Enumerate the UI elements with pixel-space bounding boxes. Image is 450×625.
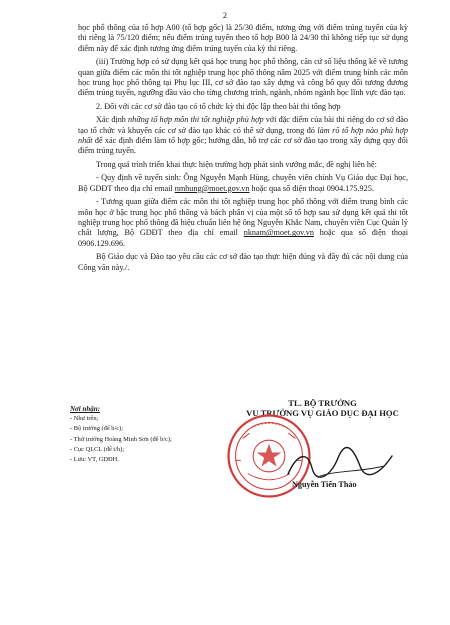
signer-name: Nguyễn Tiến Thảo — [292, 480, 357, 489]
italic-run: làm rõ tổ hợp nào phù hợp nhất — [78, 125, 408, 146]
signature-title-2: VỤ TRƯỞNG VỤ GIÁO DỤC ĐẠI HỌC — [246, 408, 399, 418]
page-number: 2 — [222, 10, 228, 20]
paragraph-continuation: học phổ thông của tổ hợp A00 (tổ hợp gốc) là 25/30 điểm, tương ứng với điểm trúng tuyển của kỳ thi riêng là 75/120 điểm; nếu điểm trúng tuyển theo tổ hợp B00 là 24/30 thì không tiếp tục sử dụng điểm này để xác định tương ứng điểm trúng tuyển của kỳ thi riêng. — [78, 23, 408, 53]
text-run: hoặc qua số điện thoại 0904.175.925. — [249, 183, 374, 193]
text-run: để xác định điểm làm tổ hợp gốc; hướng dẫn, hỗ trợ các cơ sở đào tạo trong xây dựng quy đổi điểm trúng tuyển. — [78, 136, 408, 156]
signature-title-1: TL. BỘ TRƯỞNG — [288, 398, 357, 408]
email-link-nmhung[interactable]: nmhung@moet.gov.vn — [174, 183, 250, 193]
text-run: với đặc điểm của bài thi riêng do cơ sở đào tạo tổ chức và khuyến các cơ sở đào tạo khác có thể sử dụng, trong đó — [78, 115, 408, 135]
recipient-item: - Cục QLCL (để t/h); — [70, 445, 125, 453]
recipients-list — [70, 404, 220, 465]
email-link-nknam[interactable]: nknam@moet.gov.vn — [243, 228, 314, 238]
recipients-heading: Nơi nhận: — [70, 405, 101, 413]
text-run: - Quy định về tuyển sinh: Ông Nguyễn Mạnh Hùng, chuyên viên chính Vụ Giáo dục Đại học, Bộ GDĐT theo địa chỉ email — [78, 173, 408, 193]
section-heading-2: 2. Đối với các cơ sở đào tạo có tổ chức kỳ thi độc lập theo bài thi tổng hợp — [96, 101, 341, 111]
paragraph-closing: Bộ Giáo dục và Đào tạo yêu cầu các cơ sở đào tạo thực hiện đúng và đầy đủ các nội dung của Công văn này./. — [78, 252, 408, 272]
paragraph-xac-dinh — [78, 115, 408, 157]
text-run: - Tương quan giữa điểm các môn thi tốt nghiệp trung học phổ thông với điểm trung bình các môn học ở bậc trung học phổ thông và bách phân vị của một số tổ hợp sau sử dụng kết quả thi tốt nghiệp trung học phổ thông đã hiệu chuẩn liên hệ ông Nguyễn Khắc Nam, chuyên viên Cục Quản lý chất lượng, Bộ GDĐT theo địa chỉ email — [78, 197, 408, 238]
recipient-item: - Như trên; — [70, 415, 99, 423]
document-footer — [70, 398, 415, 508]
paragraph-contact-intro: Trong quá trình triển khai thực hiện trường hợp phát sinh vướng mắc, đề nghị liên hệ: — [96, 159, 377, 169]
recipient-item: - Bộ trưởng (để b/c); — [70, 425, 123, 433]
recipient-item: - Thứ trưởng Hoàng Minh Sơn (để b/c); — [70, 435, 172, 443]
text-run: Xác định — [96, 115, 129, 125]
paragraph-contact-2 — [78, 197, 408, 249]
handwritten-signature-icon — [280, 444, 400, 484]
document-body — [78, 23, 408, 276]
recipient-item: - Lưu: VT, GDĐH. — [70, 456, 119, 464]
text-run: hoặc qua số điện thoại 0906.129.696. — [78, 228, 408, 248]
paragraph-contact-1 — [78, 173, 408, 194]
italic-run: những tổ hợp môn thi tốt nghiệp phù hợp — [128, 115, 264, 125]
paragraph-iii: (iii) Trường hợp có sử dụng kết quả học trung học phổ thông, căn cứ số liệu thống kê về tương quan giữa điểm các môn thi tốt nghiệp trung học phổ thông năm 2025 với điểm trung bình các môn học trung học phổ thông tại Phụ lục III, cơ sở đào tạo xây dựng và công bố quy đổi tương đương điểm trúng tuyển, ngưỡng đầu vào cho từng chương trình, ngành, nhóm ngành học lĩnh vực đào tạo. — [78, 57, 408, 98]
